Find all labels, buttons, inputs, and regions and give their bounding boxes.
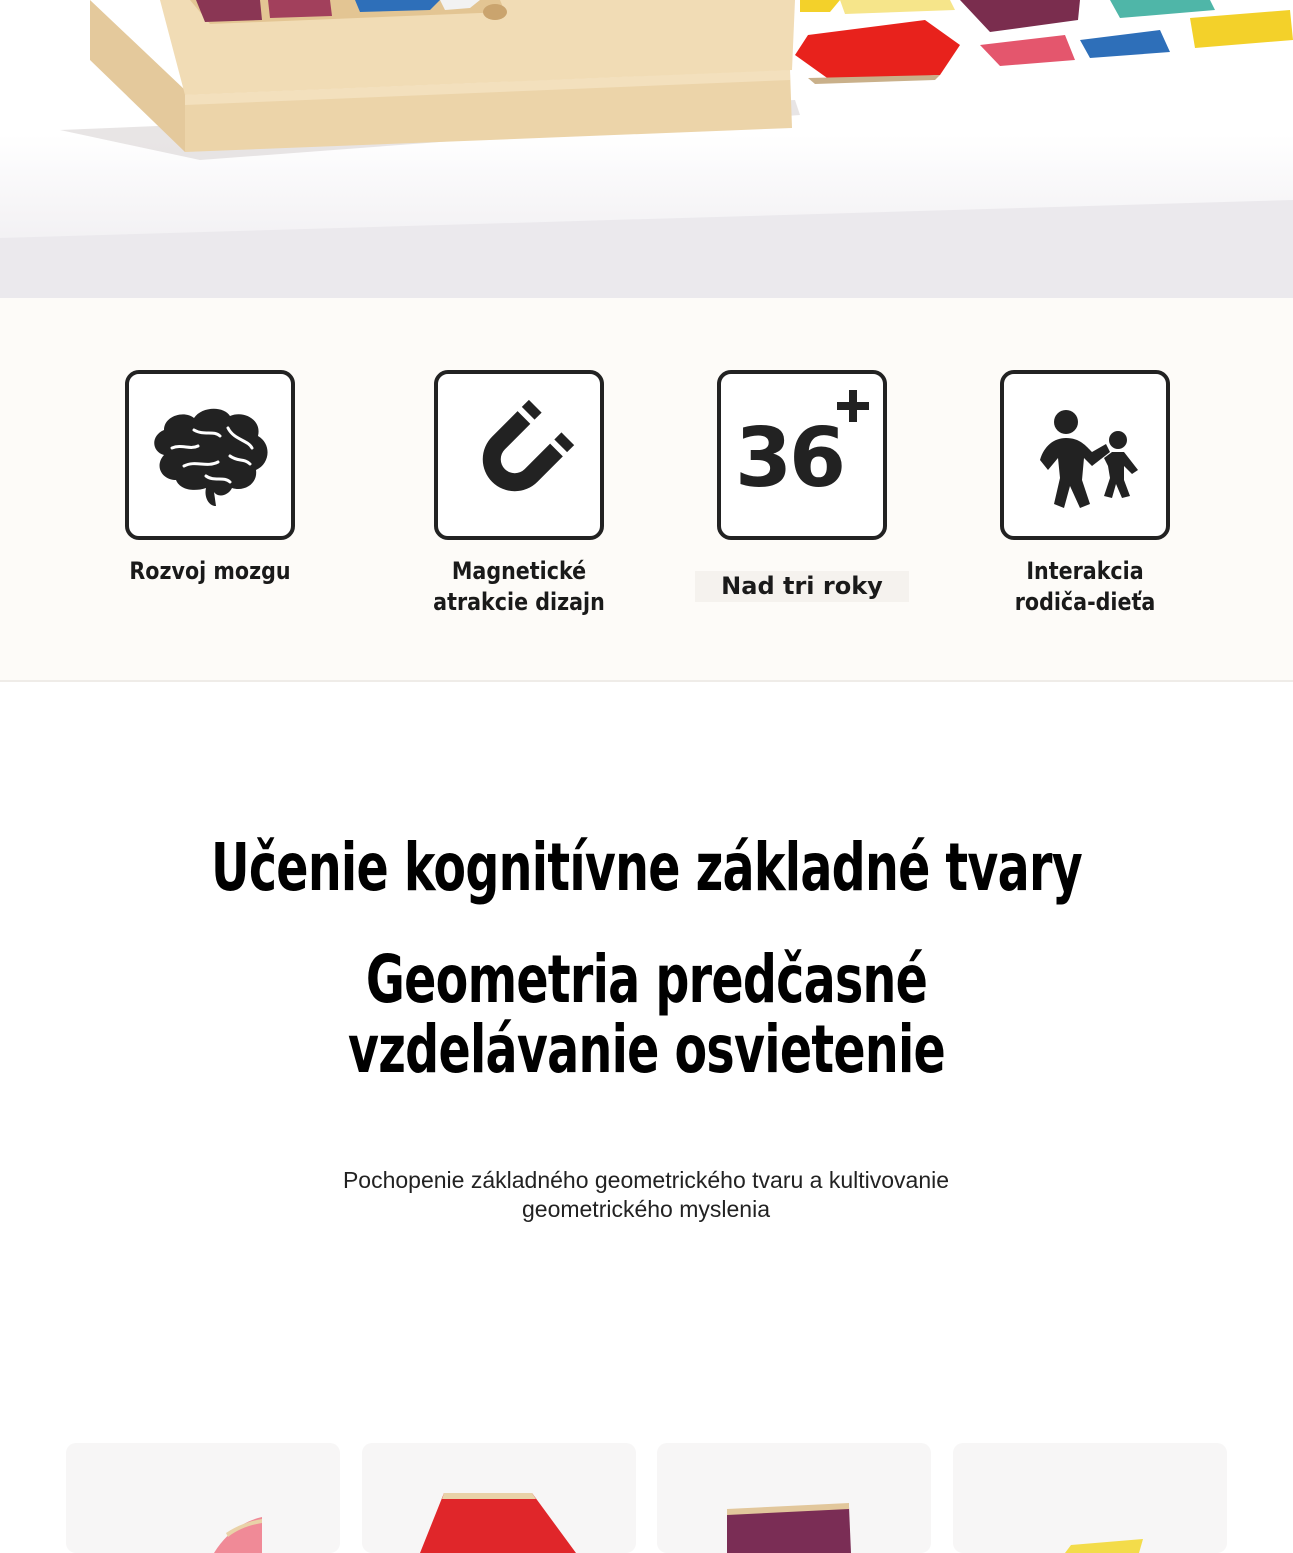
feature-label: Rozvoj mozgu [129,557,291,585]
pink-arc-shape [66,1443,340,1553]
feature-icon-frame [717,370,887,540]
age-36-plus-icon: 36 [735,411,844,506]
feature-age-three-plus [682,370,922,602]
feature-label: Magnetické atrakcie dizajn [433,557,605,616]
feature-label: Nad tri roky [695,571,909,602]
purple-square-shape [657,1443,931,1553]
section-description: Pochopenie základného geometrického tvaru a kultivovanie geometrického myslenia [342,1167,950,1222]
red-hexagon-shape [362,1443,636,1553]
feature-magnetic-design [399,370,639,618]
section-heading: Učenie kognitívne základné tvary [210,829,1082,906]
magnet-icon [459,395,579,515]
feature-icon-frame [434,370,604,540]
features-section [0,298,1293,682]
parent-child-icon [1020,400,1150,510]
yellow-parallelogram-shape [953,1443,1227,1553]
plus-icon [833,386,873,426]
shape-card-pink-arc [66,1443,340,1553]
section-subheading: Geometria predčasné vzdelávanie osvietenie [347,941,946,1088]
hero-product-image [0,0,1293,298]
feature-icon-frame [1000,370,1170,540]
wooden-tray-illustration [0,0,1293,298]
feature-brain-development [90,370,330,587]
shape-card-red-hexagon [362,1443,636,1553]
shape-card-yellow-parallelogram [953,1443,1227,1553]
feature-label: Interakcia rodiča-dieťa [1014,557,1156,616]
brain-icon [144,400,276,510]
feature-icon-frame [125,370,295,540]
feature-parent-child [965,370,1205,618]
shape-card-purple-square [657,1443,931,1553]
